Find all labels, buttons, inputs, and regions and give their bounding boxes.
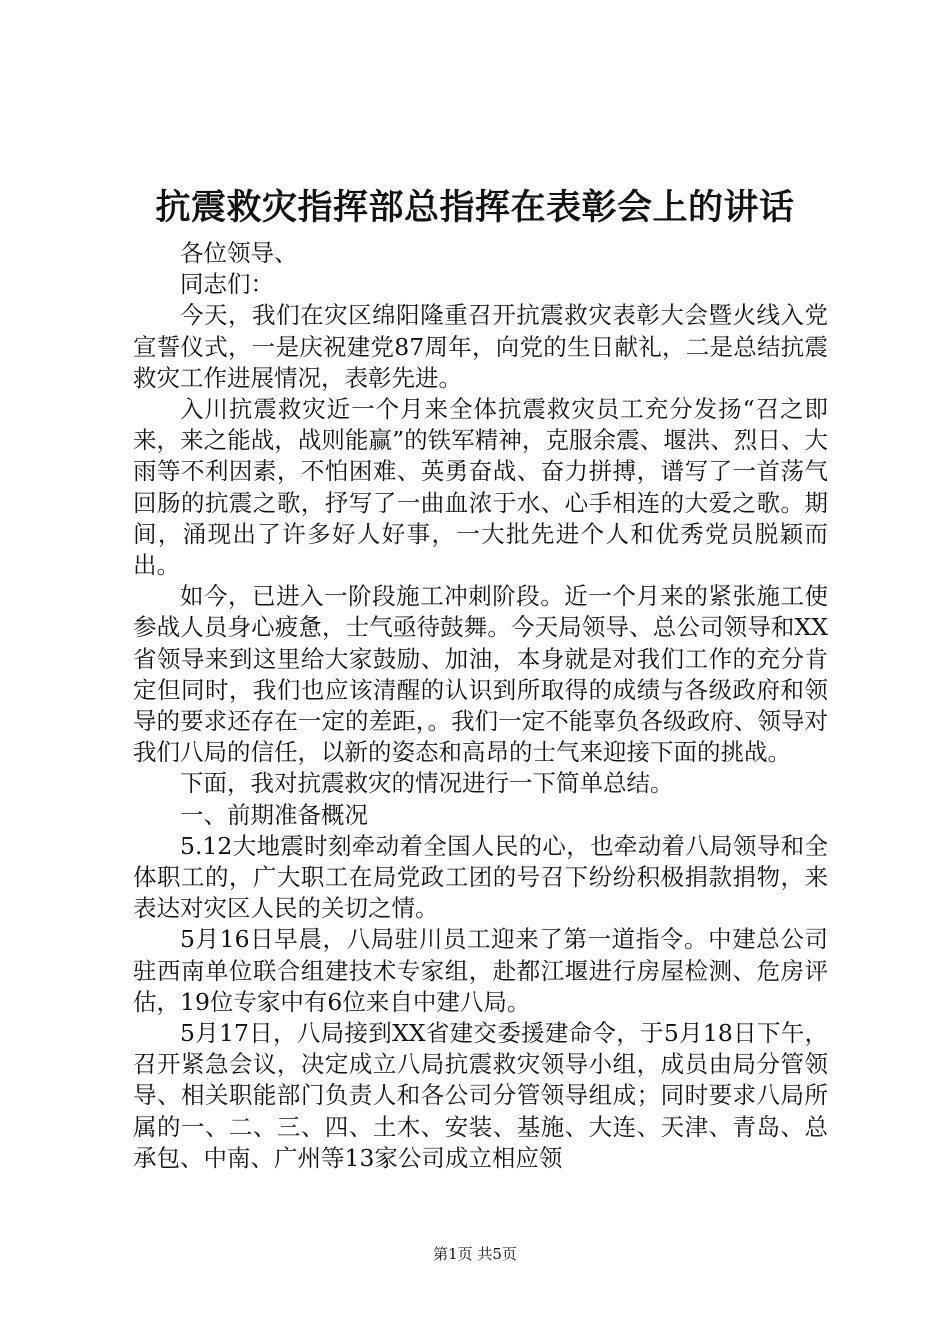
paragraph-may-16: 5月16日早晨，八局驻川员工迎来了第一道指令。中建总公司驻西南单位联合组建技术专家组，赴都江堰进行房屋检测、危房评估，19位专家中有6位来自中建八局。 [133,925,828,1016]
salutation-comrades: 同志们： [180,270,274,299]
document-body [133,238,828,1174]
paragraph-spirit: 入川抗震救灾近一个月来全体抗震救灾员工充分发扬“召之即来，来之能战，战则能赢”的铁军精神，克服余震、堰洪、烈日、大雨等不利因素，不怕困难、英勇奋战、奋力拼搏，谱写了一首荡气回肠的抗震之歌，抒写了一曲血浓于水、心手相连的大爱之歌。期间，涌现出了许多好人好事，一大批先进个人和优秀党员脱颖而出。 [133,395,828,580]
paragraph-may-17: 5月17日，八局接到XX省建交委援建命令，于5月18日下午，召开紧急会议，决定成立八局抗震救灾领导小组，成员由局分管领导、相关职能部门负责人和各公司分管领导组成；同时要求八局所属的一、二、三、四、土木、安装、基施、大连、天津、青岛、总承包、中南、广州等13家公司成立相应领 [133,1019,828,1172]
document-title: 抗震救灾指挥部总指挥在表彰会上的讲话 [155,187,795,228]
paragraph-summary-intro: 下面，我对抗震救灾的情况进行一下简单总结。 [180,769,674,798]
paragraph-earthquake: 5.12大地震时刻牵动着全国人民的心，也牵动着八局领导和全体职工的，广大职工在局党政工团的号召下纷纷积极捐款捐物，来表达对灾区人民的关切之情。 [133,831,828,923]
paragraph-opening: 今天，我们在灾区绵阳隆重召开抗震救灾表彰大会暨火线入党宣誓仪式，一是庆祝建党87周年，向党的生日献礼，二是总结抗震救灾工作进展情况，表彰先进。 [133,301,828,392]
page-footer [0,1244,950,1264]
page-indicator: 第1页 共5页 [433,1245,517,1263]
paragraph-current-stage: 如今，已进入一阶段施工冲刺阶段。近一个月来的紧张施工使参战人员身心疲惫，士气亟待鼓舞。今天局领导、总公司领导和XX省领导来到这里给大家鼓励、加油，本身就是对我们工作的充分肯定但同时，我们也应该清醒的认识到所取得的成绩与各级政府和领导的要求还存在一定的差距，。我们一定不能辜负各级政府、领导对我们八局的信任，以新的姿态和高昂的士气来迎接下面的挑战。 [133,582,828,767]
section-heading-preparation: 一、前期准备概况 [180,800,368,829]
salutation-leaders: 各位领导、 [180,239,298,267]
